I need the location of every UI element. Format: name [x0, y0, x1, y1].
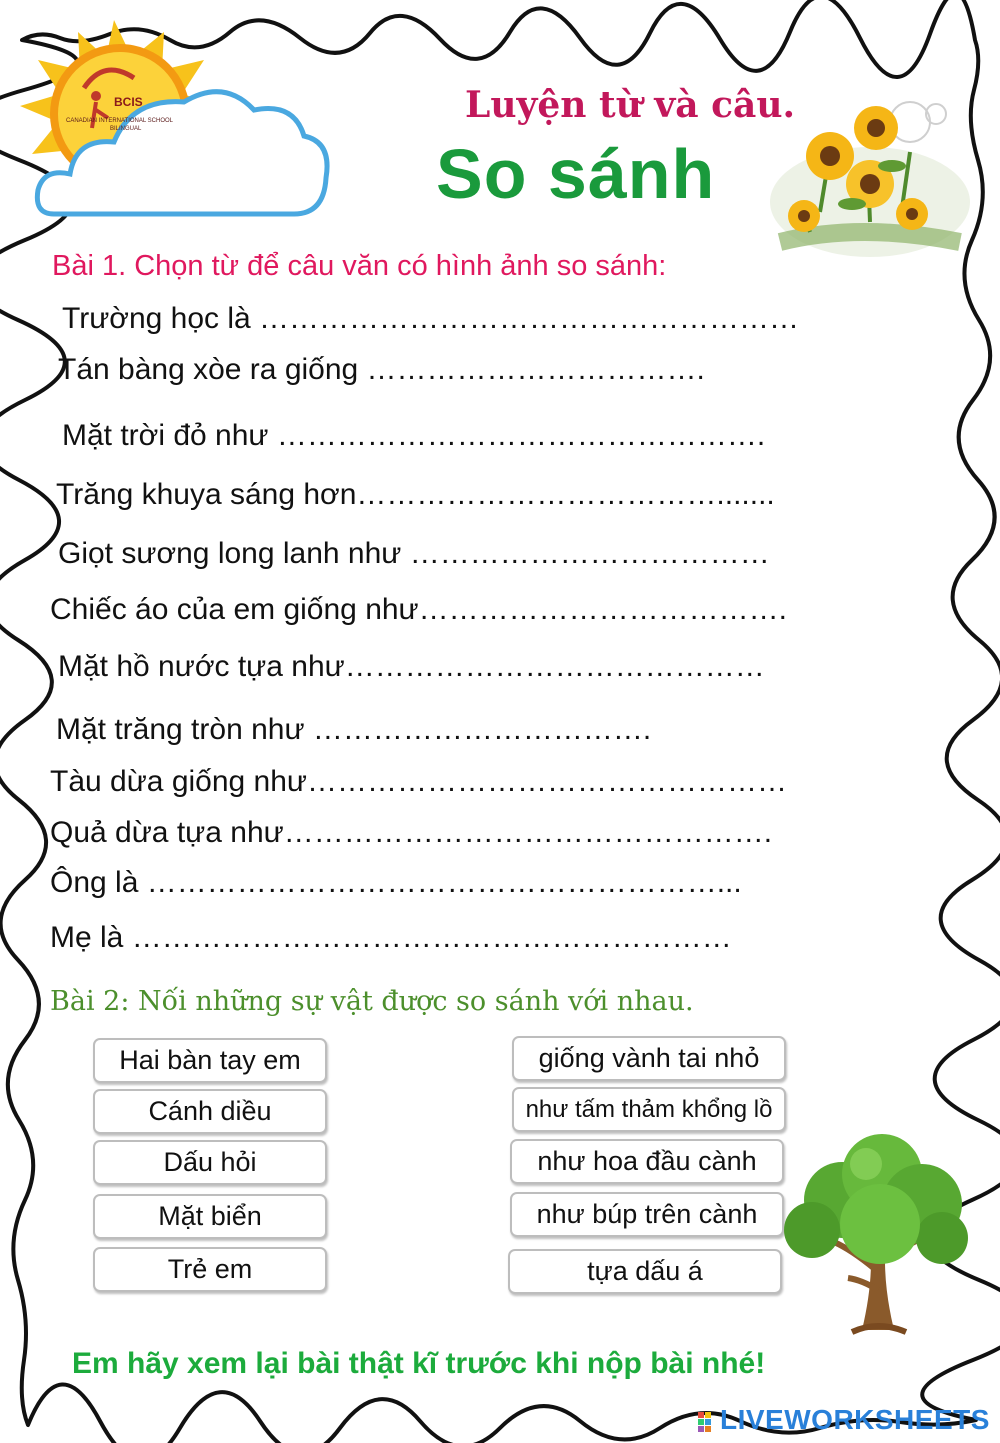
exercise-1-line[interactable]: Tán bàng xòe ra giống ……………………………. — [58, 353, 705, 386]
svg-text:BCIS: BCIS — [114, 95, 143, 109]
match-left-item[interactable]: Dấu hỏi — [93, 1140, 327, 1185]
liveworksheets-logo-icon — [698, 1410, 718, 1434]
exercise-1-line[interactable]: Trường học là ……………………………………………… — [62, 302, 800, 335]
svg-text:BILINGUAL: BILINGUAL — [110, 126, 142, 132]
exercise-1-line[interactable]: Tàu dừa giống như………………………………………… — [50, 765, 788, 798]
exercise-1-line[interactable]: Giọt sương long lanh như ……………………………… — [58, 537, 770, 570]
match-right-item[interactable]: tựa dấu á — [508, 1249, 782, 1294]
page-title: So sánh — [436, 135, 716, 213]
exercise-1-line[interactable]: Quả dừa tựa như…………………………………………. — [50, 816, 773, 849]
match-right-item[interactable]: như hoa đầu cành — [510, 1139, 784, 1184]
liveworksheets-watermark: LIVEWORKSHEETS — [720, 1404, 990, 1435]
exercise-2-heading: Bài 2: Nối những sự vật được so sánh với nhau. — [50, 986, 694, 1017]
exercise-1-line[interactable]: Mặt trăng tròn như ……………………………. — [56, 713, 652, 746]
footer-note: Em hãy xem lại bài thật kĩ trước khi nộp bài nhé! — [72, 1347, 766, 1380]
match-right-item[interactable]: như tấm thảm khổng lồ — [512, 1087, 786, 1132]
svg-text:CANADIAN INTERNATIONAL SCHOOL: CANADIAN INTERNATIONAL SCHOOL — [66, 118, 174, 124]
match-right-item[interactable]: giống vành tai nhỏ — [512, 1036, 786, 1081]
exercise-1-line[interactable]: Ông là …………………………………………………... — [50, 866, 742, 899]
page-subtitle: Luyện từ và câu. — [465, 84, 796, 126]
sun-cloud-logo — [14, 18, 334, 228]
match-left-item[interactable]: Hai bàn tay em — [93, 1038, 327, 1083]
match-left-item[interactable]: Trẻ em — [93, 1247, 327, 1292]
match-left-item[interactable]: Mặt biển — [93, 1194, 327, 1239]
exercise-1-heading: Bài 1. Chọn từ để câu văn có hình ảnh so sánh: — [52, 250, 667, 282]
exercise-1-line[interactable]: Mặt hồ nước tựa như…………………………………… — [58, 650, 765, 683]
match-left-item[interactable]: Cánh diều — [93, 1089, 327, 1134]
exercise-1-line[interactable]: Mẹ là …………………………………………………… — [50, 921, 732, 954]
exercise-1-line[interactable]: Trăng khuya sáng hơn………………………………....... — [56, 478, 775, 511]
exercise-1-line[interactable]: Chiếc áo của em giống như………………………………. — [50, 593, 787, 626]
match-right-item[interactable]: như búp trên cành — [510, 1192, 784, 1237]
exercise-1-line[interactable]: Mặt trời đỏ như …………………………………………. — [62, 419, 766, 452]
tree-icon — [782, 1130, 972, 1340]
